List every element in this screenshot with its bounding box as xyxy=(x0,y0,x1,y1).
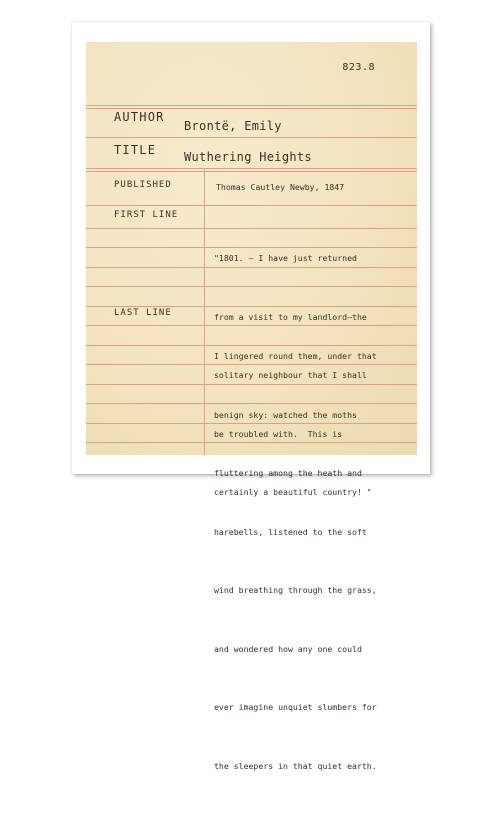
last-line-row: fluttering among the heath and xyxy=(214,468,362,478)
rule-line xyxy=(86,205,417,206)
first-line-row: certainly a beautiful country! " xyxy=(214,487,372,497)
title-value: Wuthering Heights xyxy=(184,150,312,164)
first-line-row: from a visit to my landlord—the xyxy=(214,311,367,322)
last-line-text xyxy=(214,308,414,815)
last-line-row: and wondered how any one could xyxy=(214,643,362,654)
last-line-row: ever imagine unquiet slumbers for xyxy=(214,702,377,712)
first-line-label: FIRST LINE xyxy=(114,210,179,220)
last-line-row: wind breathing through the grass, xyxy=(214,585,377,595)
title-label: TITLE xyxy=(114,143,157,157)
author-value: Brontë, Emily xyxy=(184,119,282,133)
last-line-row: benign sky: watched the moths xyxy=(214,409,357,420)
column-divider xyxy=(204,169,205,455)
rule-line xyxy=(86,105,417,106)
last-line-row: the sleepers in that quiet earth. xyxy=(214,760,377,771)
last-line-row: I lingered round them, under that xyxy=(214,351,377,361)
last-line-label: LAST LINE xyxy=(114,308,172,318)
last-line-row: harebells, listened to the soft xyxy=(214,526,367,537)
first-line-row: "1801. — I have just returned xyxy=(214,253,357,263)
rule-line xyxy=(86,137,417,138)
first-line-row: be troubled with. This is xyxy=(214,428,343,439)
library-catalog-card xyxy=(86,42,417,771)
published-value: Thomas Cautley Newby, 1847 xyxy=(216,182,345,192)
rule-line xyxy=(86,168,417,169)
author-label: AUTHOR xyxy=(114,110,165,124)
call-number: 823.8 xyxy=(342,62,375,73)
published-label: PUBLISHED xyxy=(114,180,172,190)
first-line-row: solitary neighbour that I shall xyxy=(214,370,367,380)
